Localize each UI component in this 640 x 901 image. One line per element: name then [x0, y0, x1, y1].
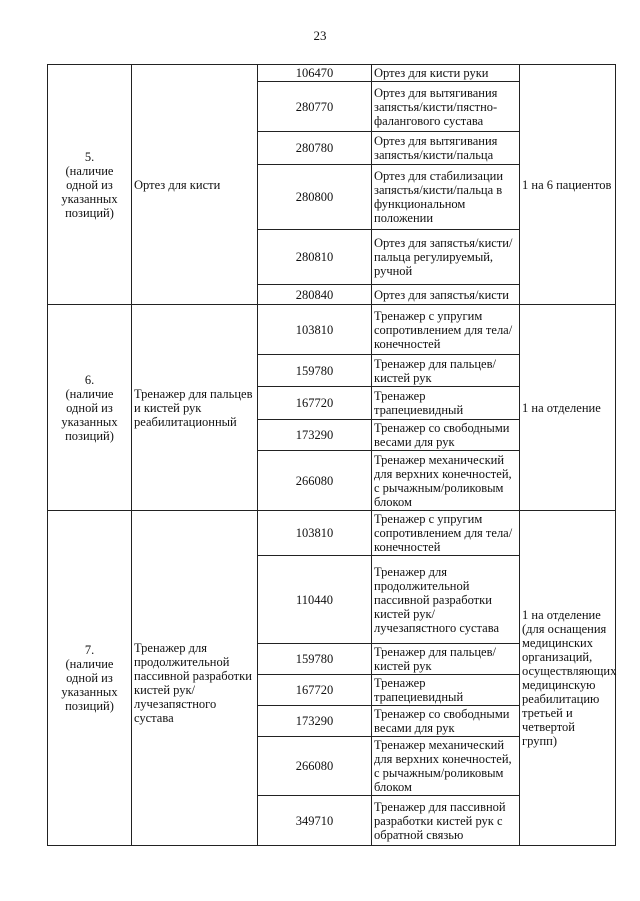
item-code: 106470: [258, 65, 372, 82]
group-condition: (наличие одной из указанных позиций): [61, 163, 118, 220]
group-name: Тренажер для продолжительной пассивной разработки кистей рук/лучезапястного сустава: [132, 511, 258, 846]
item-description: Тренажер для пальцев/кистей рук: [372, 644, 520, 675]
item-code: 280770: [258, 82, 372, 132]
group-condition: (наличие одной из указанных позиций): [61, 386, 118, 443]
item-description: Тренажер для продолжительной пассивной разработки кистей рук/лучезапястного сустава: [372, 556, 520, 644]
item-description: Ортез для вытягивания запястья/кисти/пальца: [372, 132, 520, 165]
item-code: 280840: [258, 285, 372, 305]
item-description: Ортез для кисти руки: [372, 65, 520, 82]
item-code: 266080: [258, 737, 372, 796]
item-code: 167720: [258, 387, 372, 420]
group-quantity: 1 на отделение (для оснащения медицинских организаций, осуществляющих медицинскую реабилитацию третьей и четвертой групп): [520, 511, 616, 846]
group-number-cell: [48, 511, 132, 846]
item-description: Тренажер для пассивной разработки кистей рук с обратной связью: [372, 796, 520, 846]
item-description: Тренажер механический для верхних конечностей, с рычажным/роликовым блоком: [372, 451, 520, 511]
item-code: 103810: [258, 511, 372, 556]
item-code: 167720: [258, 675, 372, 706]
group-number: 5.: [84, 149, 95, 164]
item-code: 173290: [258, 420, 372, 451]
item-description: Тренажер с упругим сопротивлением для тела/конечностей: [372, 511, 520, 556]
group-number: 7.: [84, 643, 95, 657]
item-description: Тренажер трапециевидный: [372, 387, 520, 420]
item-description: Ортез для запястья/кисти: [372, 285, 520, 305]
item-description: Тренажер со свободными весами для рук: [372, 420, 520, 451]
table-row: [48, 65, 616, 82]
item-description: Тренажер со свободными весами для рук: [372, 706, 520, 737]
item-code: 173290: [258, 706, 372, 737]
group-condition: (наличие одной из указанных позиций): [61, 657, 118, 713]
item-code: 103810: [258, 305, 372, 355]
item-code: 349710: [258, 796, 372, 846]
group-quantity: 1 на 6 пациентов: [520, 65, 616, 305]
item-code: 280800: [258, 165, 372, 230]
item-code: 110440: [258, 556, 372, 644]
item-code: 159780: [258, 644, 372, 675]
item-description: Ортез для запястья/кисти/пальца регулируемый, ручной: [372, 230, 520, 285]
item-description: Ортез для вытягивания запястья/кисти/пястно-фалангового сустава: [372, 82, 520, 132]
group-quantity: 1 на отделение: [520, 305, 616, 511]
group-number-cell: [48, 65, 132, 305]
group-number-cell: [48, 305, 132, 511]
page-number: 23: [313, 28, 327, 43]
item-description: Тренажер трапециевидный: [372, 675, 520, 706]
equipment-table: [47, 64, 616, 846]
group-number: 6.: [84, 372, 95, 387]
group-name: Ортез для кисти: [132, 65, 258, 305]
table-row: [48, 511, 616, 556]
item-code: 159780: [258, 355, 372, 387]
item-code: 280810: [258, 230, 372, 285]
item-description: Тренажер для пальцев/кистей рук: [372, 355, 520, 387]
group-name: Тренажер для пальцев и кистей рук реабилитационный: [132, 305, 258, 511]
item-description: Тренажер с упругим сопротивлением для тела/конечностей: [372, 305, 520, 355]
item-code: 280780: [258, 132, 372, 165]
table-row: [48, 305, 616, 355]
item-description: Тренажер механический для верхних конечностей, с рычажным/роликовым блоком: [372, 737, 520, 796]
item-code: 266080: [258, 451, 372, 511]
item-description: Ортез для стабилизации запястья/кисти/пальца в функциональном положении: [372, 165, 520, 230]
